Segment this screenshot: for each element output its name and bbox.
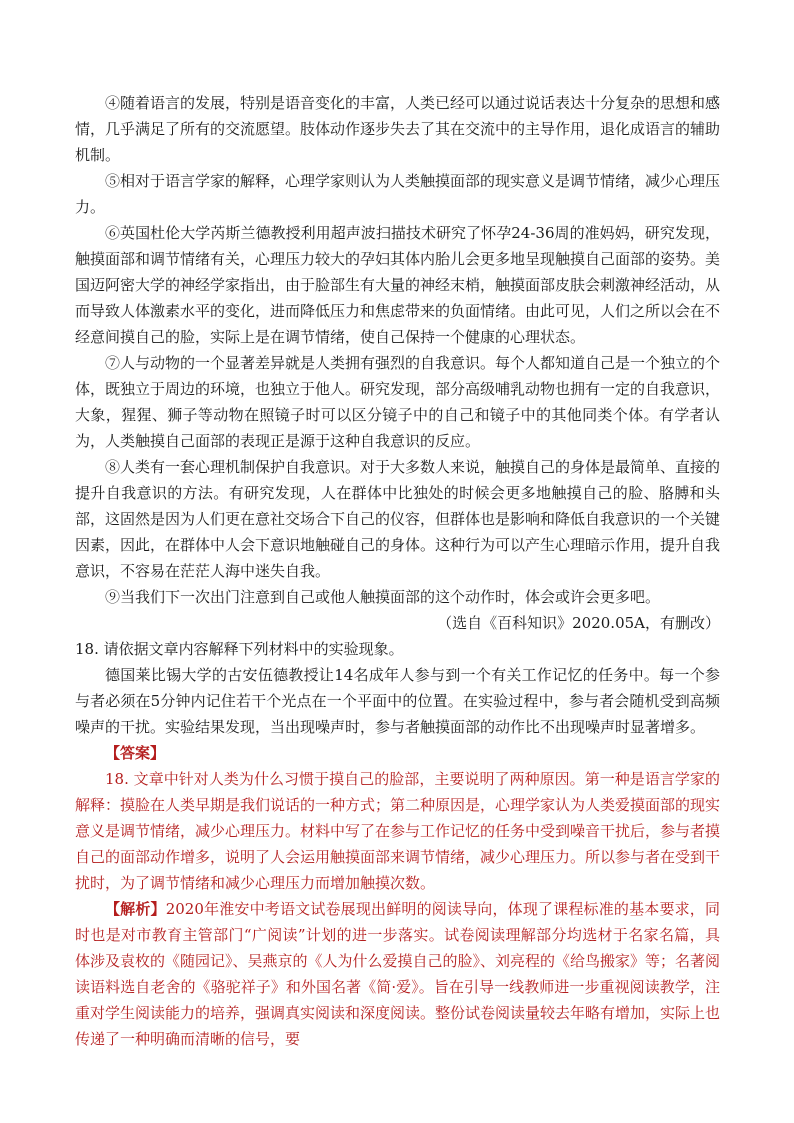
source-citation: （选自《百科知识》2020.05A，有删改）: [437, 614, 720, 632]
paragraph-8: ⑧人类有一套心理机制保护自我意识。对于大多数人来说，触摸自己的身体是最简单、直接的提升自我意识的方法。有研究发现，人在群体中比独处的时候会更多地触摸自己的脸、胳膊和头部，这固然是因为人们更在意社交场合下自己的仪容，但群体也是影响和降低自我意识的一个关键因素，因此，在群体中人会下意识地触碰自己的身体。这种行为可以产生心理暗示作用，提升自我意识，不容易在茫茫人海中迷失自我。: [75, 458, 721, 580]
analysis-tag: 【解析】: [105, 900, 166, 918]
analysis-text: 2020年淮安中考语文试卷展现出鲜明的阅读导向，体现了课程标准的基本要求，同时也是对市教育主管部门“广阅读”计划的进一步落实。试卷阅读理解部分均选材于名家名篇，具体涉及袁枚的《随园记》、吴燕京的《人为什么爱摸自己的脸》、刘亮程的《给鸟搬家》等；名著阅读语料选自老舍的《骆驼祥子》和外国名著《简·爱》。旨在引导一线教师进一步重视阅读教学，注重对学生阅读能力的培养，强调真实阅读和深度阅读。整份试卷阅读量较去年略有增加，实际上也传递了一种明确而清晰的信号，要: [75, 900, 721, 1048]
question-material: 德国莱比锡大学的古安伍德教授让14名成年人参与到一个有关工作记忆的任务中。每一个参与者必须在5分钟内记住若干个光点在一个平面中的位置。在实验过程中，参与者会随机受到高频噪声的干扰。实验结果发现，当出现噪声时，参与者触摸面部的动作比不出现噪声时显著增多。: [75, 666, 720, 736]
analysis-paragraph: [75, 896, 720, 1052]
answer-tag: 【答案】: [105, 744, 166, 762]
paragraph-9: ⑨当我们下一次出门注意到自己或他人触摸面部的这个动作时，体会或许会更多吧。: [105, 588, 661, 606]
answer-heading: [75, 740, 720, 766]
paragraph-6: ⑥英国杜伦大学芮斯兰德教授利用超声波扫描技术研究了怀孕24-36周的准妈妈，研究发现，触摸面部和调节情绪有关，心理压力较大的孕妇其体内胎儿会更多地呈现触摸自己面部的姿势。美国迈阿密大学的神经学家指出，由于脸部生有大量的神经末梢，触摸面部皮肤会刺激神经活动，从而导致人体激素水平的变化，进而降低压力和焦虑带来的负面情绪。由此可见，人们之所以会在不经意间摸自己的脸，实际上是在调节情绪，使自己保持一个健康的心理状态。: [75, 224, 721, 346]
paragraph-5: ⑤相对于语言学家的解释，心理学家则认为人类触摸面部的现实意义是调节情绪，减少心理压力。: [75, 172, 721, 216]
paragraph-4: ④随着语言的发展，特别是语音变化的丰富，人类已经可以通过说话表达十分复杂的思想和感情，几乎满足了所有的交流愿望。肢体动作逐步失去了其在交流中的主导作用，退化成语言的辅助机制。: [75, 94, 721, 164]
paragraph-7: ⑦人与动物的一个显著差异就是人类拥有强烈的自我意识。每个人都知道自己是一个独立的个体，既独立于周边的环境，也独立于他人。研究发现，部分高级哺乳动物也拥有一定的自我意识，大象，猩猩、狮子等动物在照镜子时可以区分镜子中的自己和镜子中的其他同类个体。有学者认为，人类触摸自己面部的表现正是源于这种自我意识的反应。: [75, 354, 721, 450]
document-body: [75, 90, 720, 1052]
answer-text: 18. 文章中针对人类为什么习惯于摸自己的脸部，主要说明了两种原因。第一种是语言学家的解释：摸脸在人类早期是我们说话的一种方式；第二种原因是，心理学家认为人类爱摸面部的现实意义是调节情绪，减少心理压力。材料中写了在参与工作记忆的任务中受到噪音干扰后，参与者摸自己的面部动作增多，说明了人会运用触摸面部来调节情绪，减少心理压力。所以参与者在受到干扰时，为了调节情绪和减少心理压力而增加触摸次数。: [75, 770, 721, 892]
question-stem: 18. 请依据文章内容解释下列材料中的实验现象。: [75, 640, 404, 658]
